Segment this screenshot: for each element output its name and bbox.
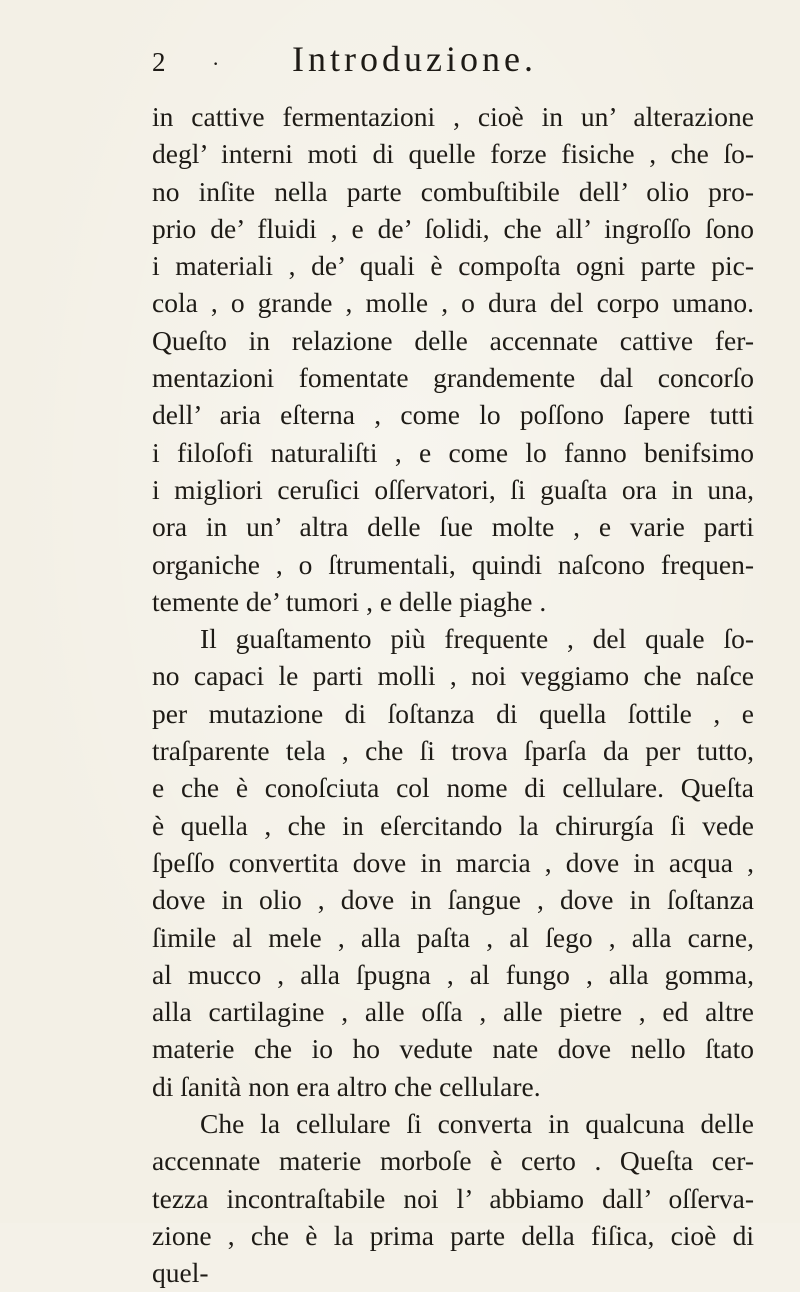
text-line: traſparente tela , che ſi trova ſparſa da per tutto, <box>152 735 754 767</box>
text-line: i materiali , de’ quali è compoſta ogni parte pic- <box>152 250 754 282</box>
head-separator: · <box>212 51 220 76</box>
text-line: cola , o grande , molle , o dura del corpo umano. <box>152 287 754 319</box>
text-line: Che la cellulare ſi converta in qualcuna delle <box>200 1108 754 1140</box>
text-line: mentazioni fomentate grandemente dal concorſo <box>152 362 754 394</box>
text-line: Queſto in relazione delle accennate cattive fer- <box>152 324 754 356</box>
text-line: no inſite nella parte combuſtibile dell’ olio pro- <box>152 175 754 207</box>
text-line: ora in un’ altra delle ſue molte , e varie parti <box>152 511 754 543</box>
page-title: Introduzione. <box>292 39 537 79</box>
text-line: ſimile al mele , alla paſta , al ſego , alla carne, <box>152 921 754 953</box>
text-line: accennate materie morboſe è certo . Queſta cer- <box>152 1145 754 1177</box>
text-line: zione , che è la prima parte della fiſica, cioè di <box>152 1219 754 1251</box>
text-line: tezza incontraſtabile noi l’ abbiamo dall’ oſſerva- <box>152 1182 754 1214</box>
text-line: organiche , o ſtrumentali, quindi naſcono frequen- <box>152 548 754 580</box>
text-line: per mutazione di ſoſtanza di quella ſottile , e <box>152 697 754 729</box>
text-line: al mucco , alla ſpugna , al fungo , alla gomma, <box>152 958 754 990</box>
text-line: i migliori ceruſici oſſervatori, ſi guaſta ora in una, <box>152 473 754 505</box>
text-line: materie che io ho vedute nate dove nello ſtato <box>152 1033 754 1065</box>
text-line: Il guaſtamento più frequente , del quale ſo- <box>200 623 754 655</box>
text-line: degl’ interni moti di quelle forze fisiche , che ſo- <box>152 138 754 170</box>
text-line: temente de’ tumori , e delle piaghe . <box>152 585 547 617</box>
catchword: quel- <box>152 1257 209 1289</box>
text-line: in cattive fermentazioni , cioè in un’ alterazione <box>152 101 754 132</box>
text-line: di ſanità non era altro che cellulare. <box>152 1070 541 1102</box>
running-head <box>152 38 672 82</box>
body-text <box>152 98 754 1292</box>
text-line: alla cartilagine , alle oſſa , alle pietre , ed altre <box>152 996 754 1028</box>
text-line: e che è conoſciuta col nome di cellulare. Queſta <box>152 772 754 804</box>
text-line: è quella , che in eſercitando la chirurgía ſi vede <box>152 809 754 841</box>
text-line: dove in olio , dove in ſangue , dove in ſoſtanza <box>152 884 754 916</box>
text-line: prio de’ fluidi , e de’ ſolidi, che all’ ingroſſo ſono <box>152 212 754 244</box>
text-line: i filoſofi naturaliſti , e come lo fanno benifsimo <box>152 436 754 468</box>
text-line: dell’ aria eſterna , come lo poſſono ſapere tutti <box>152 399 754 431</box>
text-line: ſpeſſo convertita dove in marcia , dove in acqua , <box>152 846 754 878</box>
text-line: no capaci le parti molli , noi veggiamo che naſce <box>152 660 754 692</box>
page-number: 2 <box>152 47 166 77</box>
